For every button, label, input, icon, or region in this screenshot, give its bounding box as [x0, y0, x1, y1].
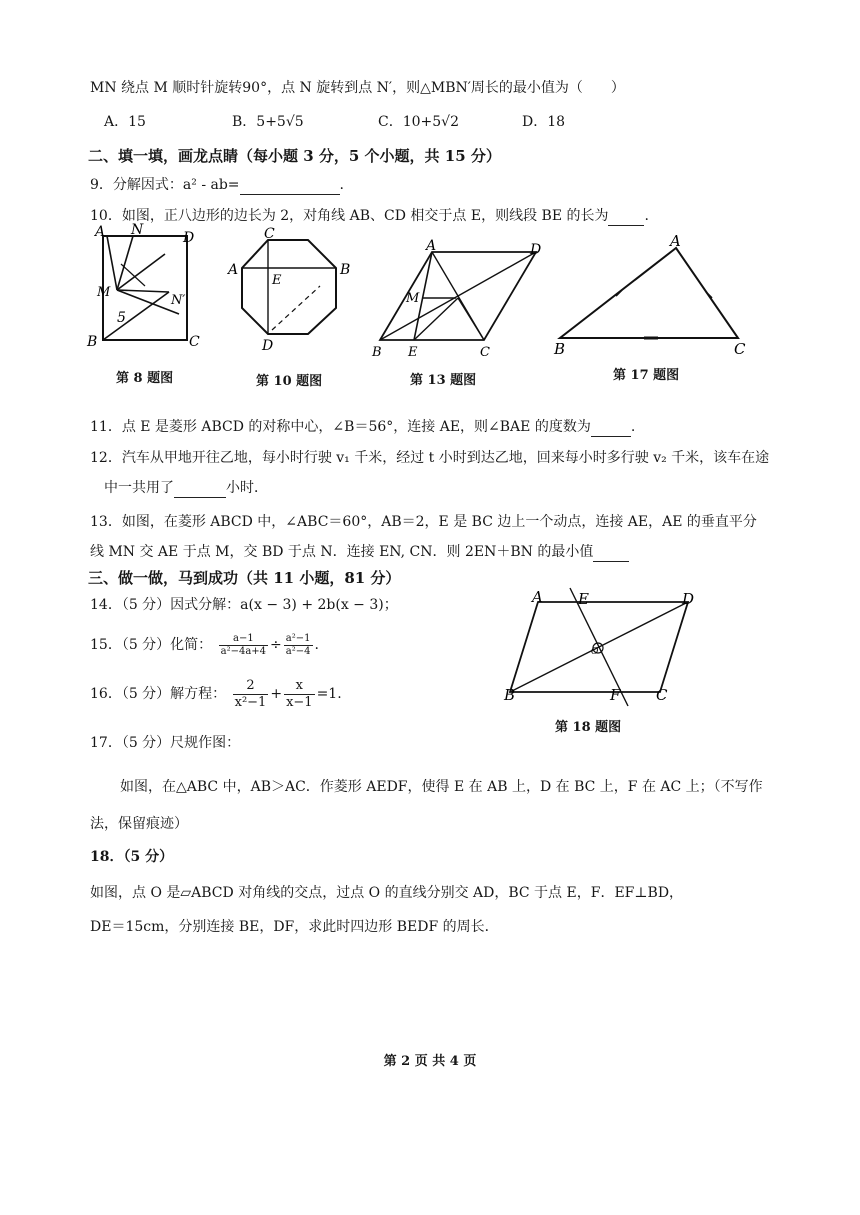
fig17-caption: 第 17 题图 — [613, 368, 680, 383]
fig18-label-c: C — [656, 686, 668, 704]
fig8-caption: 第 8 题图 — [116, 371, 174, 386]
q15-end: . — [314, 637, 319, 653]
q16-f2-numerator: x — [284, 678, 315, 695]
q9-text: 9．分解因式：a² - ab= — [90, 177, 240, 193]
fig10-label-a: A — [228, 262, 239, 278]
fig17-label-b: B — [554, 340, 566, 358]
fig8-label-m: M — [97, 285, 111, 300]
question-16 — [90, 676, 342, 712]
q17-line-2: 法，保留痕迹） — [90, 816, 188, 832]
question-13-line-2 — [90, 542, 629, 562]
fig8-label-a: A — [95, 224, 106, 240]
q10-text: 10．如图，正八边形的边长为 2，对角线 AB、CD 相交于点 E，则线段 BE 的长为 — [90, 208, 609, 224]
fig8-label-5: 5 — [117, 310, 126, 326]
q18-line-1: 如图，点 O 是▱ABCD 对角线的交点，过点 O 的直线分别交 AD，BC 于点 E，F．EF⊥BD， — [90, 885, 684, 901]
fig13-label-e: E — [408, 345, 418, 360]
q13-answer-blank — [593, 546, 629, 562]
fig13-label-a: A — [426, 238, 437, 254]
q9-answer-blank — [240, 179, 340, 195]
q15-fraction-1 — [219, 633, 268, 658]
fig10-label-e: E — [272, 273, 282, 288]
q15-operator: ÷ — [270, 637, 282, 653]
q10-answer-blank — [608, 210, 644, 226]
question-12-line-2 — [104, 478, 268, 498]
q11-answer-blank — [591, 421, 631, 437]
q16-operator: + — [270, 686, 283, 702]
question-11: 11．点 E 是菱形 ABCD 的对称中心，∠B＝56°，连接 AE，则∠BAE 的度数为 . — [90, 419, 636, 435]
fig8-label-c: C — [189, 334, 200, 350]
figure-13 — [368, 236, 548, 358]
q15-fraction-2 — [284, 633, 313, 658]
fig18-label-e: E — [578, 590, 589, 608]
question-15 — [90, 630, 319, 660]
q15-f2-denominator: a²−4 — [285, 645, 311, 657]
fig10-label-d: D — [262, 338, 274, 354]
q13-text: 线 MN 交 AE 于点 M，交 BD 于点 N．连接 EN, CN．则 2EN＋BN 的最小值 — [90, 544, 594, 560]
fig18-label-d: D — [682, 590, 695, 608]
q16-fraction-2 — [284, 678, 315, 711]
fig18-label-f: F — [610, 686, 621, 704]
fig8-label-n: N — [131, 222, 144, 238]
fig18-caption: 第 18 题图 — [555, 720, 622, 735]
fig18-label-b: B — [504, 686, 516, 704]
question-10: 10．如图，正八边形的边长为 2，对角线 AB、CD 相交于点 E，则线段 BE 的长为 . — [90, 208, 649, 224]
option-d: D．18 — [522, 114, 566, 130]
question-9: 9．分解因式：a² - ab= . — [90, 177, 344, 193]
fig10-caption: 第 10 题图 — [256, 374, 323, 389]
q12-text-a: 中一共用了 — [104, 480, 174, 496]
q15-f1-denominator: a²−4a+4 — [220, 645, 267, 657]
figure-8 — [87, 222, 205, 356]
option-b: B．5+5√5 — [232, 114, 304, 130]
figure-10 — [228, 226, 351, 358]
q11-text: 11．点 E 是菱形 ABCD 的对称中心，∠B＝56°，连接 AE，则∠BAE 的度数为 — [90, 419, 591, 435]
fig17-label-a: A — [670, 232, 681, 250]
page-number: 第 2 页 共 4 页 — [383, 1054, 477, 1069]
fig10-label-b: B — [340, 262, 351, 278]
fig13-label-m: M — [406, 291, 420, 306]
figure-17 — [552, 234, 752, 356]
fig13-caption: 第 13 题图 — [410, 373, 477, 388]
q15-label: 15．（5 分）化简： — [90, 637, 213, 653]
q8-stem-continued: MN 绕点 M 顺时针旋转90°，点 N 旋转到点 N′，则△MBN′周长的最小值为（ ） — [90, 80, 625, 96]
q18-line-2: DE＝15cm，分别连接 BE，DF，求此时四边形 BEDF 的周长． — [90, 919, 499, 935]
fig18-label-o: O — [591, 647, 599, 657]
q13-line-1: 13．如图，在菱形 ABCD 中，∠ABC＝60°，AB＝2，E 是 BC 边上一个动点，连接 AE，AE 的垂直平分 — [90, 514, 757, 530]
fig10-label-c: C — [264, 226, 275, 242]
q16-end: =1. — [316, 686, 342, 702]
q15-f2-numerator: a²−1 — [285, 632, 311, 644]
q16-f1-numerator: 2 — [233, 678, 269, 695]
q15-f1-numerator: a−1 — [219, 633, 268, 646]
q12-line-1: 12．汽车从甲地开往乙地，每小时行驶 v₁ 千米，经过 t 小时到达乙地，回来每小时多行驶 v₂ 千米，该车在途 — [90, 450, 770, 466]
q12-text-b: 小时． — [226, 480, 268, 496]
section-2-heading: 二、填一填，画龙点睛（每小题 3 分，5 个小题，共 15 分） — [88, 147, 501, 165]
fig17-label-c: C — [734, 340, 746, 358]
section-3-heading: 三、做一做，马到成功（共 11 小题，81 分） — [88, 569, 401, 587]
option-c: C．10+5√2 — [378, 114, 459, 130]
q17-label: 17．（5 分）尺规作图： — [90, 735, 241, 751]
question-14: 14．（5 分）因式分解：a(x − 3) + 2b(x − 3)； — [90, 597, 398, 613]
q16-label: 16．（5 分）解方程： — [90, 686, 227, 702]
option-a: A．15 — [104, 114, 146, 130]
fig8-label-n-prime: N′ — [171, 293, 186, 308]
q17-line-1: 如图，在△ABC 中，AB＞AC．作菱形 AEDF，使得 E 在 AB 上，D 在 BC 上，F 在 AC 上；（不写作 — [120, 779, 763, 795]
q16-f2-denominator: x−1 — [286, 694, 313, 710]
fig8-label-d: D — [183, 230, 195, 246]
q16-fraction-1 — [233, 678, 269, 711]
fig8-label-b: B — [87, 334, 98, 350]
fig13-label-b: B — [372, 345, 382, 360]
figure-18 — [498, 588, 708, 708]
q16-f1-denominator: x²−1 — [234, 694, 267, 710]
q12-answer-blank — [174, 482, 226, 498]
fig18-label-a: A — [532, 588, 543, 606]
fig13-label-d: D — [530, 242, 542, 258]
fig13-label-c: C — [480, 345, 490, 360]
q18-label: 18．（5 分） — [90, 849, 174, 865]
